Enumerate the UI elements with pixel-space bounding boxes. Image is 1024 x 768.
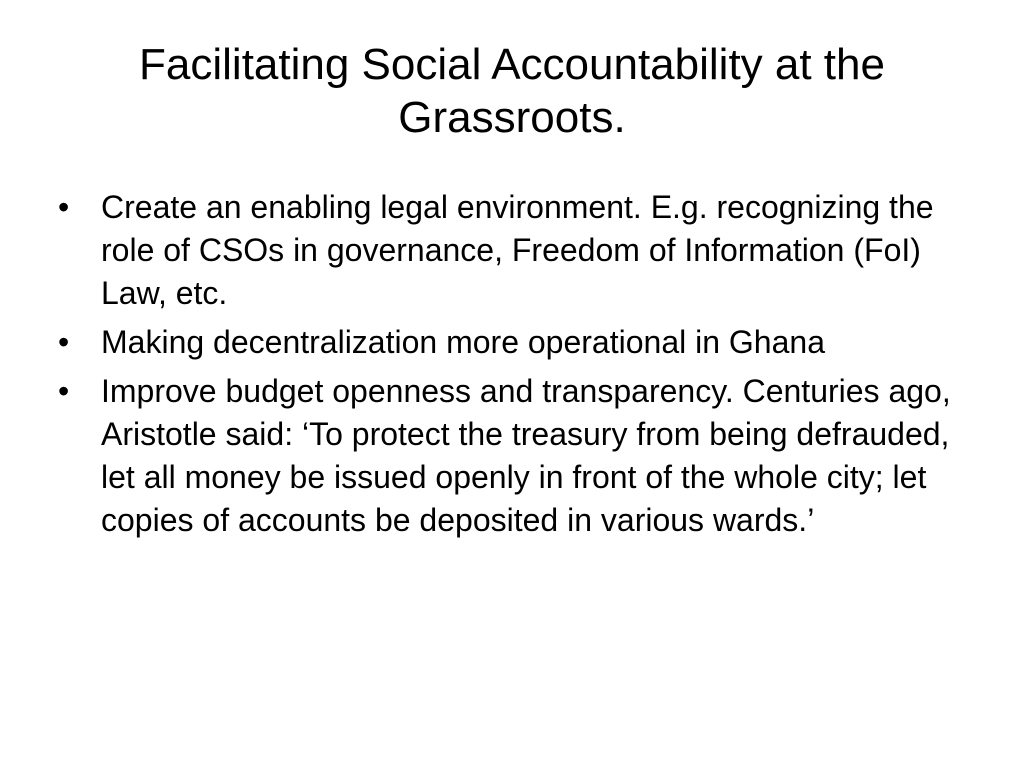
bullet-icon: • <box>58 373 70 409</box>
bullet-text: Making decentralization more operational in Ghana <box>101 324 825 360</box>
list-item <box>58 321 958 364</box>
list-item <box>58 370 958 542</box>
bullet-icon: • <box>58 189 70 225</box>
slide-title: Facilitating Social Accountability at the Grassroots. <box>139 40 885 142</box>
bullet-text: Create an enabling legal environment. E.g. recognizing the role of CSOs in governance, Freedom of Information (FoI) Law, etc. <box>101 189 934 311</box>
bullet-list <box>58 186 958 548</box>
bullet-text: Improve budget openness and transparency. Centuries ago, Aristotle said: ‘To protect the treasury from being defrauded, let all money be issued openly in front of the whole city; let copies of accounts be deposited in various wards.’ <box>101 373 951 538</box>
bullet-icon: • <box>58 324 70 360</box>
list-item <box>58 186 958 315</box>
